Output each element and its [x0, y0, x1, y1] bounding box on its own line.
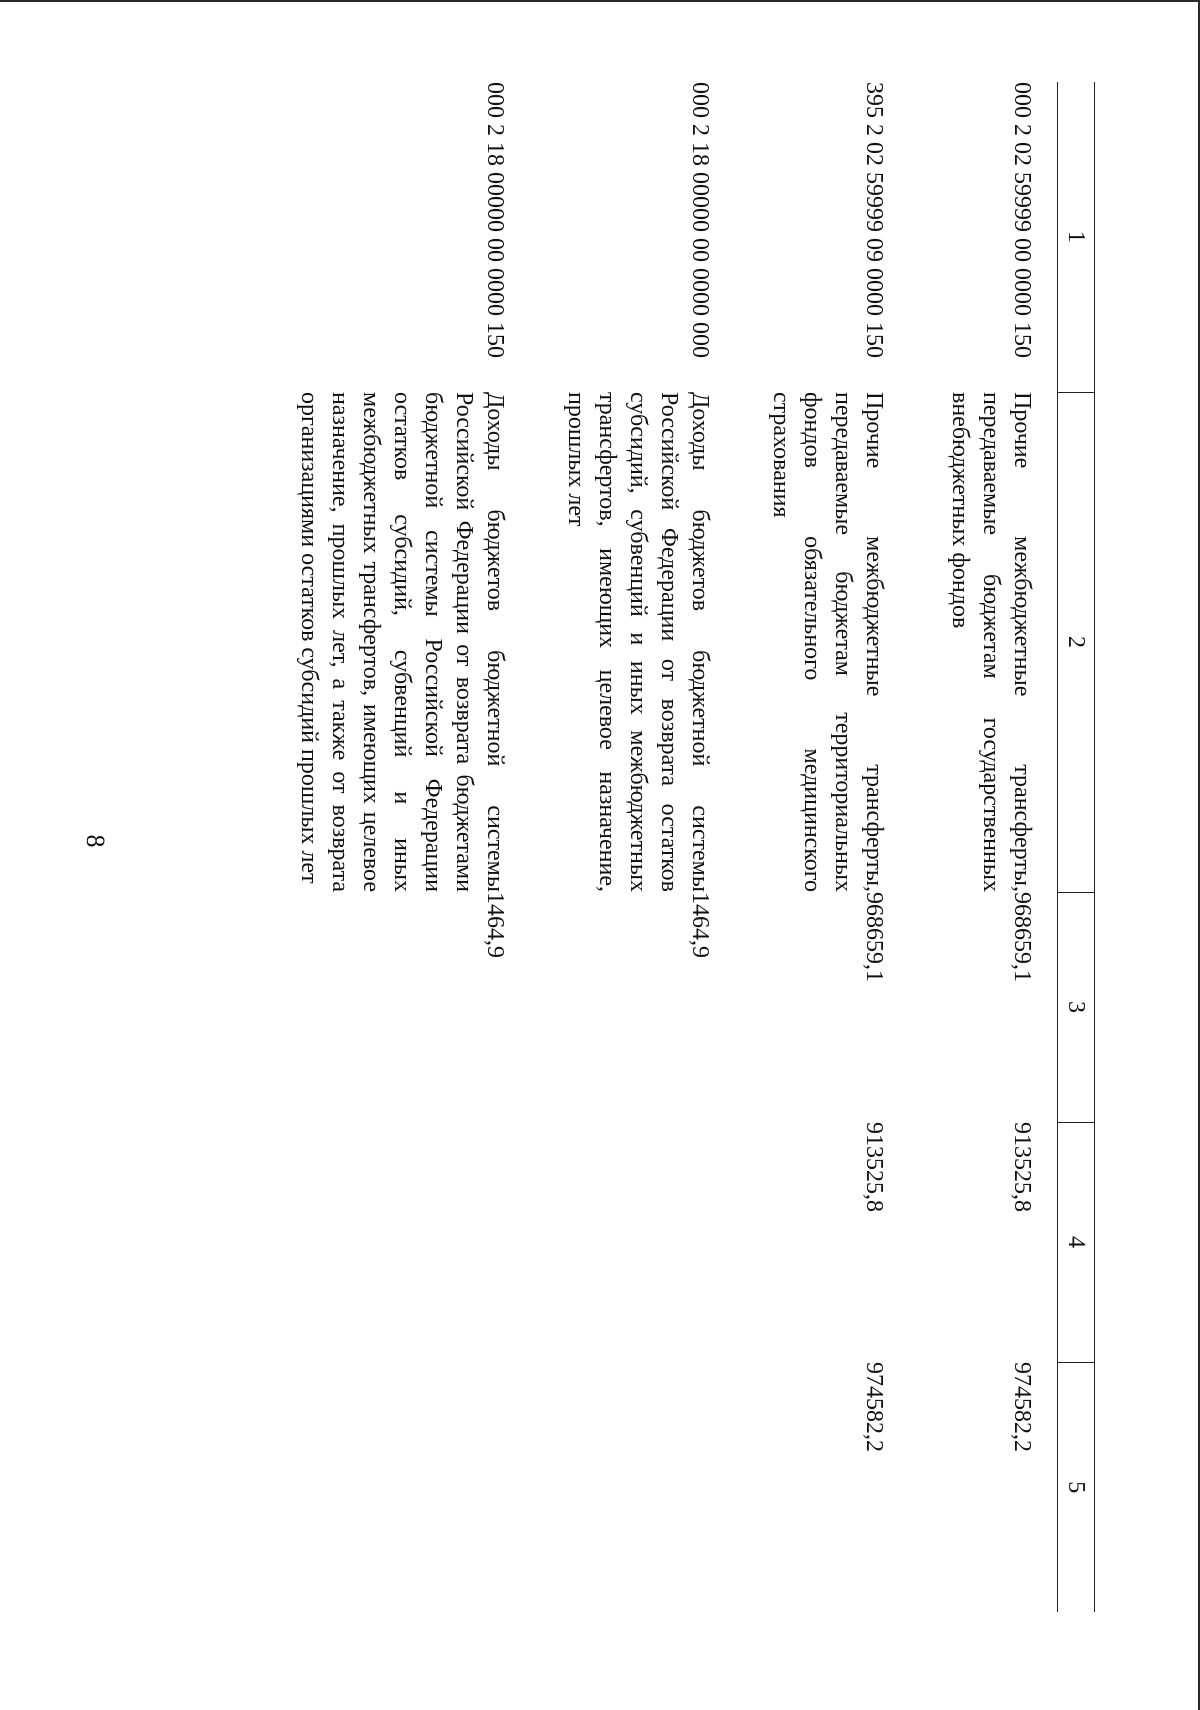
budget-table	[200, 82, 1095, 1612]
value-col-5: 974582,2	[1009, 1362, 1035, 1452]
header-col-3: 3	[1058, 892, 1095, 1122]
description-cell: Доходы бюджетов бюджетной системы Российской Федерации от возврата остатков субсидий, субвенций и иных межбюджетных трансфертов, имеющих целевое назначение, прошлых лет	[563, 392, 713, 892]
description-cell: Прочие межбюджетные трансферты, передаваемые бюджетам территориальных фондов обязательного медицинского страхования	[768, 392, 887, 892]
value-col-4	[530, 1122, 735, 1362]
value-col-5: 974582,2	[861, 1362, 887, 1452]
code-cell: 000 2 18 00000 00 0000 150	[482, 82, 508, 358]
table-header-row	[1058, 82, 1095, 1612]
description-cell: Прочие межбюджетные трансферты, передаваемые бюджетам государственных внебюджетных фондов	[947, 392, 1035, 892]
table-row	[735, 82, 909, 1612]
value-col-4: 913525,8	[1009, 1122, 1035, 1212]
code-cell: 000 2 02 59999 00 0000 150	[1009, 82, 1035, 358]
table-row	[200, 82, 530, 1612]
table-row	[909, 82, 1058, 1612]
value-col-5	[200, 1362, 530, 1612]
value-col-3: 1464,9	[687, 892, 713, 958]
description-cell: Доходы бюджетов бюджетной системы Российской Федерации от возврата бюджетами бюджетной системы Российской Федерации остатков субсидий, субвенций и иных межбюджетных трансфертов, имеющих целевое назначение, прошлых лет, а также от возврата организациями остатков субсидий прошлых лет	[296, 392, 508, 892]
table-row	[530, 82, 735, 1612]
value-col-5	[530, 1362, 735, 1612]
header-col-1: 1	[1058, 82, 1095, 392]
value-col-4: 913525,8	[861, 1122, 887, 1212]
page-number: 8	[81, 834, 110, 848]
header-col-4: 4	[1058, 1122, 1095, 1362]
value-col-3: 968659,1	[861, 892, 887, 982]
value-col-3: 968659,1	[1009, 892, 1035, 982]
header-col-2: 2	[1058, 392, 1095, 892]
value-col-4	[200, 1122, 530, 1362]
code-cell: 395 2 02 59999 09 0000 150	[861, 82, 887, 358]
header-col-5: 5	[1058, 1362, 1095, 1612]
value-col-3: 1464,9	[482, 892, 508, 958]
code-cell: 000 2 18 00000 00 0000 000	[687, 82, 713, 358]
